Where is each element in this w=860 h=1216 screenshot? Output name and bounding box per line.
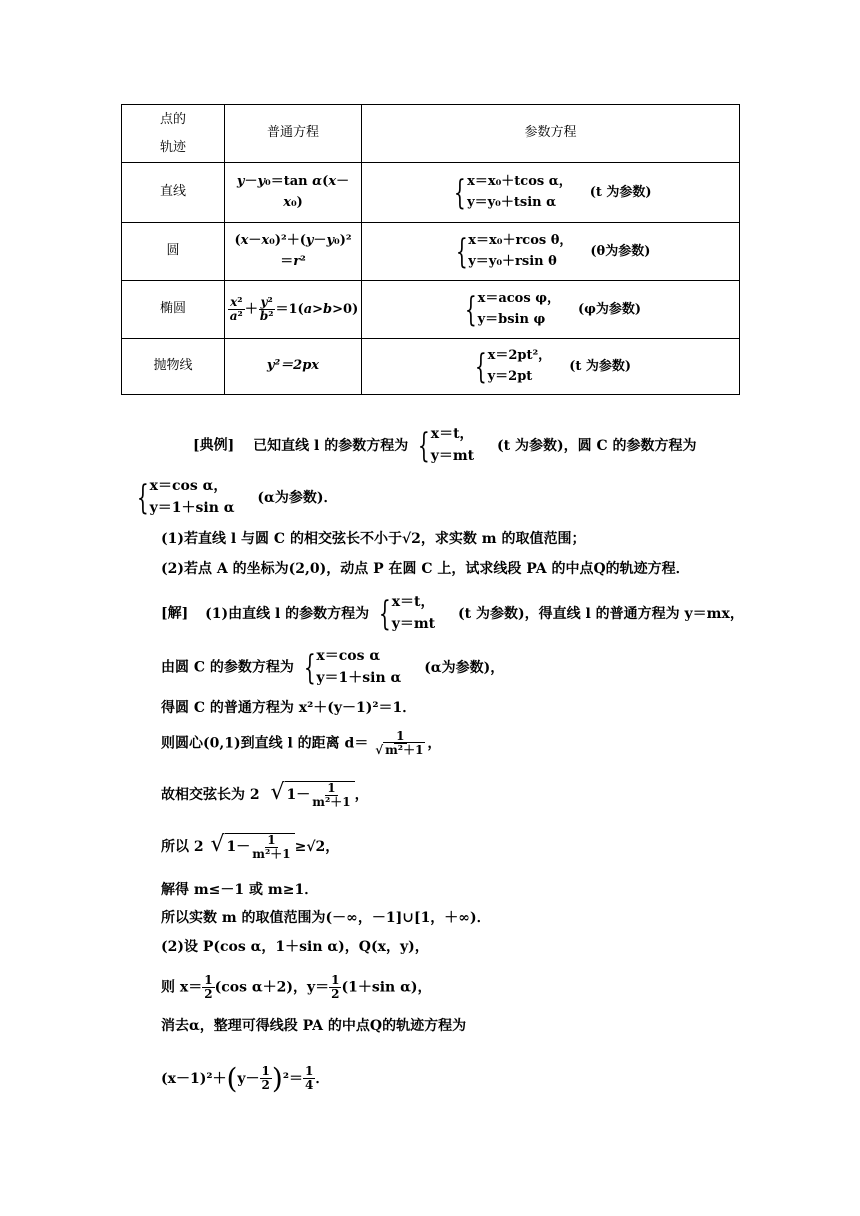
- solution-step-4: 则圆心(0,1)到直线 l 的距离 d＝ $\frac{1}{\text{√ m²＋1}}$ ，: [161, 729, 442, 758]
- solution-text: 则圆心(0,1)到直线 l 的距离 d＝: [161, 735, 369, 752]
- solution-step-6: 所以 2 √ 1－ $\frac{1}{\text{m²＋1}}$ ≥√2，: [161, 832, 340, 861]
- example-circle: [132, 476, 337, 519]
- sys-line: x＝t，: [391, 594, 435, 610]
- fraction-numerator: 1: [204, 973, 213, 987]
- fraction-denominator: m²＋1: [312, 794, 351, 809]
- param-note: (θ为参数): [590, 244, 651, 259]
- line-parametric-system: { x＝t， y＝mt: [417, 425, 475, 466]
- distance-fraction: $\frac{1}{\text{√ m²＋1}}$: [375, 729, 424, 758]
- example-intro: [193, 424, 697, 467]
- sys-line: y＝mt: [391, 615, 436, 632]
- table-row: [122, 163, 740, 223]
- solution-text: 由圆 C 的参数方程为: [161, 659, 294, 676]
- half-fraction: [329, 974, 341, 1001]
- solution-tag: [解]: [161, 605, 189, 622]
- solution-step-9: (2)设 P(cos α，1＋sin α)，Q(x，y)，: [161, 939, 429, 955]
- solution-text: 故相交弦长为 2: [161, 787, 260, 803]
- param-note: (t 为参数): [569, 359, 632, 374]
- solution-step-7: 解得 m≤－1 或 m≥1．: [161, 882, 319, 898]
- example-circle-note: (α为参数)．: [257, 489, 338, 506]
- solution-text: (α为参数)，: [424, 659, 505, 676]
- solution-step-12: (x－1)²＋(y－ $\frac{1}{2}$ )²＝ $\frac{1}{4}$ ．: [161, 1062, 330, 1095]
- normal-equation: $\frac{\text{x²}}{\text{a²}}$ ＋ $\frac{\text{y²}}{\text{b²}}$ ＝1(a>b>0): [225, 281, 362, 339]
- example-line-note: (t 为参数)，圆 C 的参数方程为: [497, 437, 697, 454]
- table-row: [122, 281, 740, 339]
- chord-fraction: [310, 782, 352, 809]
- paren-content: y－: [237, 1070, 260, 1087]
- fraction-denominator: 2: [204, 987, 213, 1002]
- solution-text: ²＝: [282, 1070, 303, 1087]
- param-line: y＝2pt: [487, 368, 533, 384]
- param-line: x＝x₀＋rcos θ，: [468, 233, 573, 249]
- solution-step-1: [161, 592, 744, 635]
- table-row: [122, 339, 740, 395]
- example-tag: [典例]: [193, 437, 235, 454]
- table-header-row: [122, 105, 740, 163]
- sys-line: x＝t，: [430, 426, 474, 442]
- solution-step-10: [161, 974, 431, 1001]
- table-row: [122, 223, 740, 281]
- solution-text: (t 为参数)，得直线 l 的普通方程为 y＝mx，: [458, 605, 744, 622]
- half-fraction: [202, 974, 214, 1001]
- inequality-fraction: [250, 834, 292, 861]
- solution-step-11: 消去α，整理可得线段 PA 的中点Q的轨迹方程为: [161, 1018, 467, 1034]
- row-name: 抛物线: [122, 339, 225, 395]
- quarter-fraction: [303, 1065, 315, 1092]
- fraction-numerator: 1: [267, 832, 276, 847]
- fraction-numerator: 1: [396, 729, 405, 743]
- solution-step-8: 所以实数 m 的取值范围为(－∞，－1]∪[1，＋∞)．: [161, 910, 491, 926]
- solution-circle-system: { x＝cos α y＝1＋sin α: [303, 647, 402, 688]
- sys-line: x＝cos α: [316, 648, 381, 664]
- parametric-equation: { x＝acos φ， y＝bsin φ (φ为参数): [362, 281, 740, 339]
- solution-text: (cos α＋2)，y＝: [214, 979, 330, 996]
- param-line: x＝acos φ，: [477, 291, 560, 307]
- sys-line: x＝cos α，: [149, 478, 228, 494]
- fraction-numerator: 1: [331, 973, 340, 987]
- fraction-numerator: 1: [261, 1064, 270, 1079]
- solution-text: ≥√2，: [294, 839, 340, 855]
- sqrt-content: 1－: [226, 839, 251, 855]
- fraction-denominator: 2: [331, 987, 340, 1002]
- fraction-numerator: 1: [304, 1064, 314, 1079]
- sys-line: y＝1＋sin α: [316, 669, 402, 686]
- solution-step-3: 得圆 C 的普通方程为 x²＋(y－1)²＝1．: [161, 700, 417, 716]
- header-parametric-equation: 参数方程: [362, 105, 740, 163]
- param-note: (t 为参数): [589, 185, 652, 200]
- row-name: 圆: [122, 223, 225, 281]
- solution-text: 则 x＝: [161, 979, 203, 996]
- half-fraction: [260, 1065, 272, 1092]
- param-line: y＝y₀＋rsin θ: [468, 253, 557, 269]
- normal-equation: (x－x₀)²＋(y－y₀)² ＝r²: [225, 223, 362, 281]
- row-name: 直线: [122, 163, 225, 223]
- question-1: (1)若直线 l 与圆 C 的相交弦长不小于√2，求实数 m 的取值范围；: [161, 531, 586, 547]
- normal-equation: y²＝2px: [225, 339, 362, 395]
- sqrt-content: 1－: [286, 787, 311, 803]
- parametric-equation: { x＝x₀＋rcos θ， y＝y₀＋rsin θ (θ为参数): [362, 223, 740, 281]
- sys-line: y＝mt: [430, 447, 475, 464]
- parametric-equation: { x＝2pt²， y＝2pt (t 为参数): [362, 339, 740, 395]
- fraction-numerator: 1: [327, 780, 336, 795]
- param-line: y＝y₀＋tsin α: [467, 194, 557, 210]
- fraction-denominator: 2: [261, 1078, 270, 1093]
- row-name: 椭圆: [122, 281, 225, 339]
- solution-text: ．: [315, 1070, 330, 1087]
- header-normal-equation: 普通方程: [225, 105, 362, 163]
- fraction-denominator: 4: [304, 1078, 314, 1093]
- header-trajectory: 点的 轨迹: [122, 105, 225, 163]
- normal-equation: y－y₀＝tan α(x－ x₀): [225, 163, 362, 223]
- param-note: (φ为参数): [577, 302, 642, 317]
- fraction-denominator: m²＋1: [385, 743, 424, 758]
- circle-parametric-system: { x＝cos α， y＝1＋sin α: [136, 477, 235, 518]
- solution-step-5: 故相交弦长为 2 √ 1－ $\frac{1}{\text{m²＋1}}$ ，: [161, 780, 369, 809]
- param-line: y＝bsin φ: [477, 311, 546, 327]
- parametric-equation: { x＝x₀＋tcos α， y＝y₀＋tsin α (t 为参数): [362, 163, 740, 223]
- param-line: x＝x₀＋tcos α，: [467, 174, 572, 190]
- sys-line: y＝1＋sin α: [149, 499, 235, 516]
- solution-text: (1)由直线 l 的参数方程为: [205, 605, 370, 622]
- solution-step-2: [161, 646, 504, 689]
- solution-text: 所以 2: [161, 839, 204, 855]
- fraction-denominator: m²＋1: [252, 846, 291, 861]
- param-line: x＝2pt²，: [487, 348, 552, 364]
- curve-equation-table: [121, 104, 740, 395]
- example-intro-text: 已知直线 l 的参数方程为: [253, 437, 409, 454]
- solution-text: (1＋sin α)，: [341, 979, 432, 996]
- solution-text: (x－1)²＋: [161, 1070, 227, 1087]
- solution-line-system: { x＝t， y＝mt: [378, 593, 436, 634]
- question-2: (2)若点 A 的坐标为(2,0)，动点 P 在圆 C 上，试求线段 PA 的中点Q的轨迹方程．: [161, 561, 690, 577]
